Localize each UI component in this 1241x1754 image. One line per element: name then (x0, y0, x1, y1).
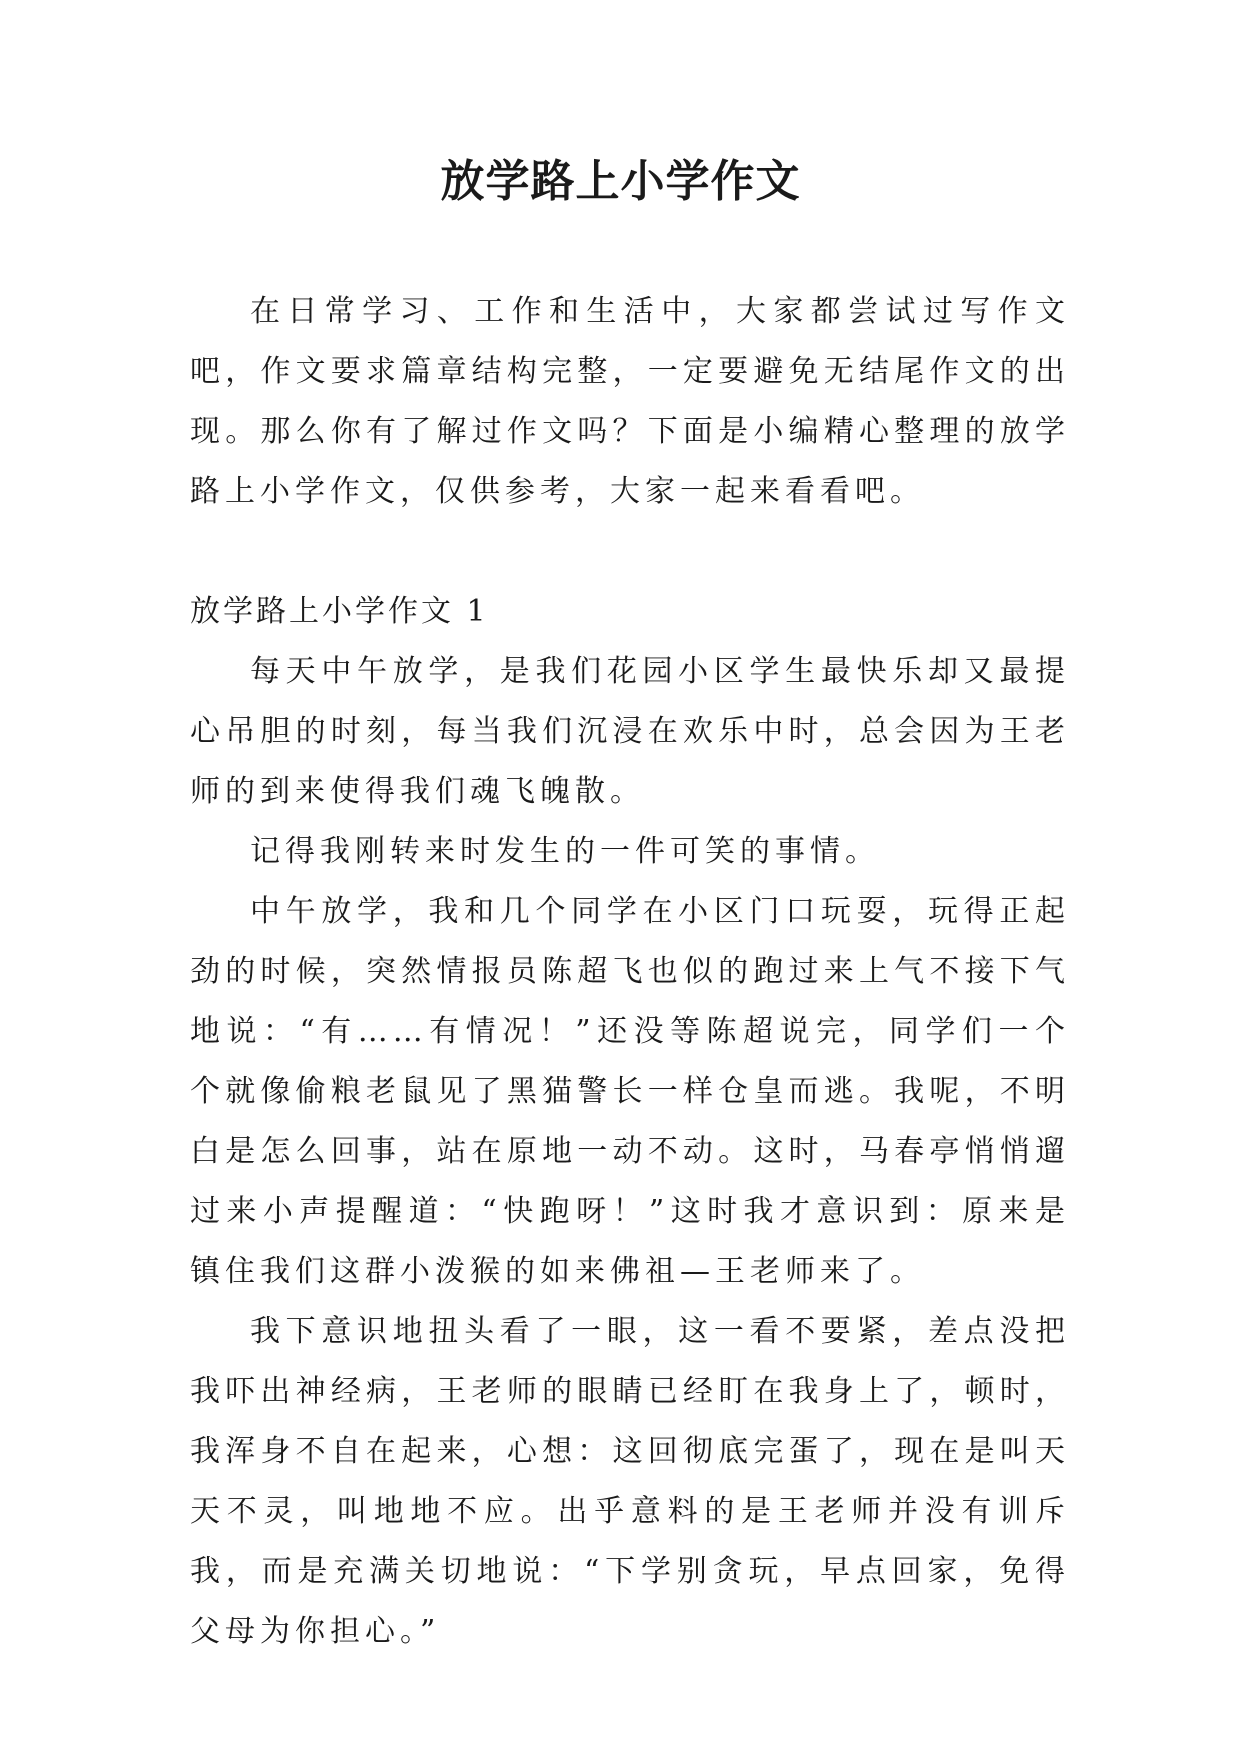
document-title: 放学路上小学作文 (440, 156, 801, 207)
document-body (190, 282, 1070, 1662)
intro-paragraph: 在日常学习、工作和生活中，大家都尝试过写作文吧，作文要求篇章结构完整，一定要避免无结尾作文的出现。那么你有了解过作文吗？下面是小编精心整理的放学路上小学作文，仅供参考，大家一起来看看吧。 (190, 294, 1070, 509)
body-paragraph: 中午放学，我和几个同学在小区门口玩耍，玩得正起劲的时候，突然情报员陈超飞也似的跑过来上气不接下气地说：“有……有情况！”还没等陈超说完，同学们一个个就像偷粮老鼠见了黑猫警长一样仓皇而逃。我呢，不明白是怎么回事，站在原地一动不动。这时，马春亭悄悄遛过来小声提醒道：“快跑呀！”这时我才意识到：原来是镇住我们这群小泼猴的如来佛祖—王老师来了。 (190, 894, 1070, 1289)
section-heading: 放学路上小学作文 1 (190, 594, 489, 629)
body-paragraph: 记得我刚转来时发生的一件可笑的事情。 (250, 834, 880, 869)
body-paragraph: 我下意识地扭头看了一眼，这一看不要紧，差点没把我吓出神经病，王老师的眼睛已经盯在我身上了，顿时，我浑身不自在起来，心想：这回彻底完蛋了，现在是叫天天不灵，叫地地不应。出乎意料的是王老师并没有训斥我，而是充满关切地说：“下学别贪玩，早点回家，免得父母为你担心。” (190, 1314, 1070, 1649)
body-paragraph: 每天中午放学，是我们花园小区学生最快乐却又最提心吊胆的时刻，每当我们沉浸在欢乐中时，总会因为王老师的到来使得我们魂飞魄散。 (190, 654, 1070, 809)
